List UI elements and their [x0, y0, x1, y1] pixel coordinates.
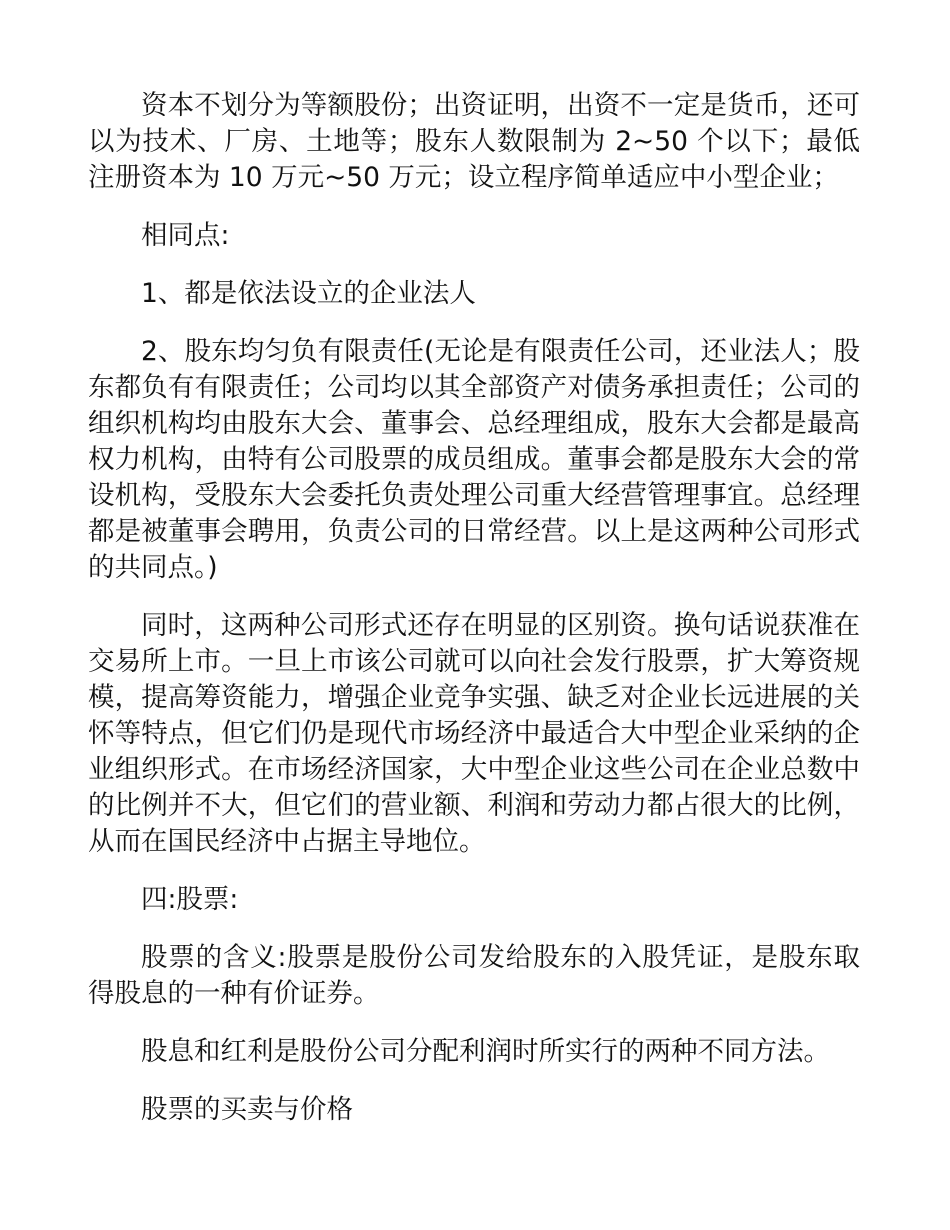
paragraph-point-1: 1、都是依法设立的企业法人	[141, 278, 476, 309]
paragraph-stocks-heading: 四:股票:	[141, 884, 239, 915]
paragraph-capital-structure: 资本不划分为等额股份；出资证明，出资不一定是货币，还可以为技术、厂房、土地等；股东人数限制为 2~50 个以下；最低注册资本为 10 万元~50 万元；设立程序简单适应中小型企业；	[88, 90, 860, 193]
paragraph-similarities-heading: 相同点:	[141, 220, 230, 251]
paragraph-stock-trading-heading: 股票的买卖与价格	[141, 1094, 353, 1125]
paragraph-stock-definition: 股票的含义:股票是股份公司发给股东的入股凭证，是股东取得股息的一种有价证券。	[88, 942, 860, 1009]
paragraph-point-2: 2、股东均匀负有限责任(无论是有限责任公司，还业法人；股东都负有有限责任；公司均以其全部资产对债务承担责任；公司的组织机构均由股东大会、董事会、总经理组成，股东大会都是最高权力机构，由特有公司股票的成员组成。董事会都是股东大会的常设机构，受股东大会委托负责处理公司重大经营管理事宜。总经理都是被董事会聘用，负责公司的日常经营。以上是这两种公司形式的共同点。)	[88, 336, 860, 583]
document-page	[88, 88, 860, 1150]
paragraph-differences: 同时，这两种公司形式还存在明显的区别资。换句话说获准在交易所上市。一旦上市该公司就可以向社会发行股票，扩大筹资规模，提高筹资能力，增强企业竞争实强、缺乏对企业长远进展的关怀等特点，但它们仍是现代市场经济中最适合大中型企业采纳的企业组织形式。在市场经济国家，大中型企业这些公司在企业总数中的比例并不大，但它们的营业额、利润和劳动力都占很大的比例，从而在国民经济中占据主导地位。	[88, 610, 860, 857]
paragraph-dividends: 股息和红利是股份公司分配利润时所实行的两种不同方法。	[141, 1036, 830, 1067]
